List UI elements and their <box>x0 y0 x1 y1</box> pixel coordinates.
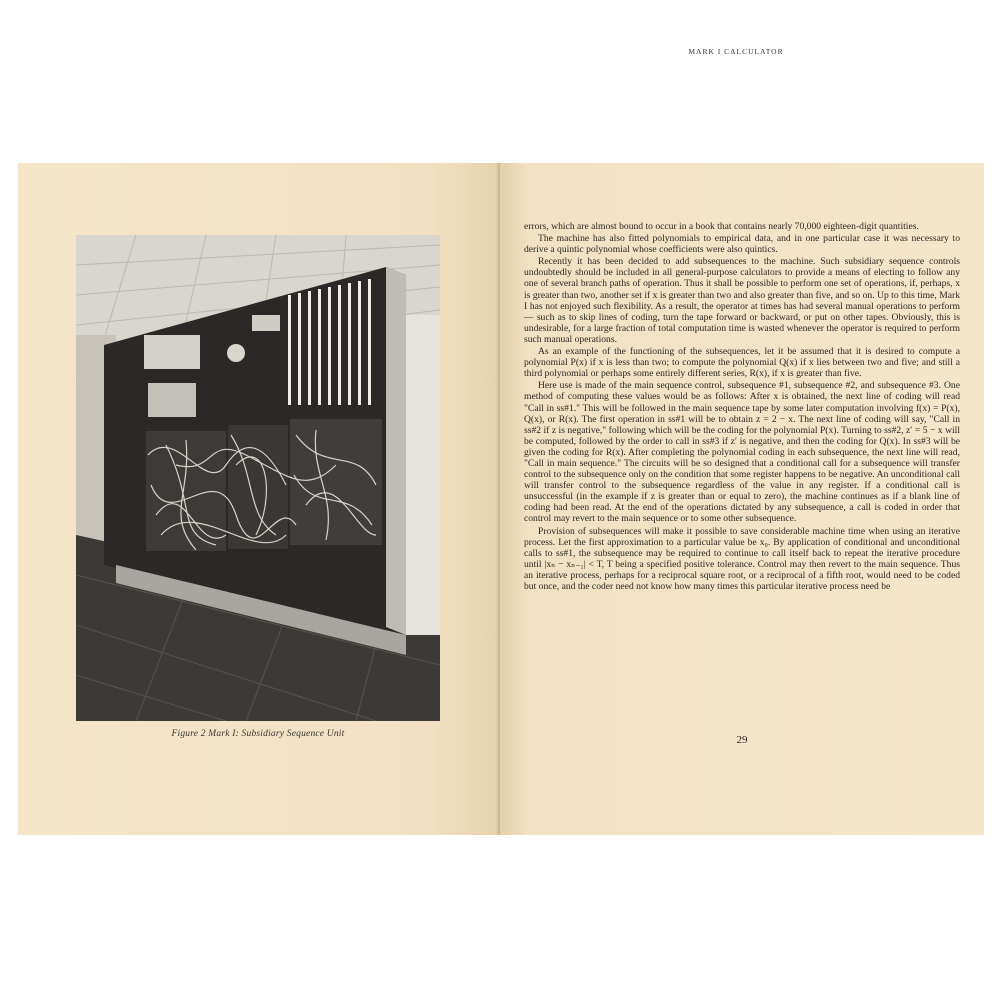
page-number: 29 <box>736 734 748 746</box>
open-book <box>18 163 984 835</box>
machine-photo-illustration <box>76 235 440 721</box>
right-page <box>500 163 984 835</box>
body-text <box>524 221 960 593</box>
paragraph: As an example of the functioning of the subsequences, let it be assumed that it is desired to compute a polynomial P(x) if x is less than two; to compute the polynomial Q(x) if x lies between two and five; and still a third polynomial or perhaps some entirely different series, R(x), if x is greater than five. <box>524 346 960 380</box>
paragraph: Provision of subsequences will make it possible to save considerable machine time when using an iterative process. Let the first approximation to a particular value be x₀. By application of conditional and unconditional calls to ss#1, the subsequence may be required to continue to call itself back to repeat the iterative procedure until |xₙ − xₙ₋₁| < T, T being a specified positive tolerance. Control may then revert to the main sequence. Thus an iterative process, perhaps for a reciprocal square root, or a reciprocal of a fifth root, would need to be coded but once, and the coder need not know how many times this particular iterative process need be <box>524 525 960 592</box>
figure-caption: Figure 2 Mark I: Subsidiary Sequence Unit <box>171 729 345 739</box>
paragraph: Here use is made of the main sequence control, subsequence #1, subsequence #2, and subsequence #3. One method of computing these values would be as follows: After x is obtained, the next line of coding will read "Call in ss#1." This will be followed in the main sequence tape by some later computation involving f(x) = P(x), Q(x), or R(x). The first operation in ss#1 will be to obtain z = 2 − x. The next line of coding will say, "Call in ss#2 if z is negative," following which will be the coding for the polynomial P(x). Turning to ss#2, z′ = 5 − x will be computed, followed by the order to call in ss#3 if z′ is negative, and then the coding for Q(x). In ss#3 will be given the coding for R(x). After completing the polynomial coding in each subsequence, the next line will read, "Call in main sequence." The circuits will be so designed that a conditional call for a subsequence will transfer control to the subsequence only on the condition that some register happens to be negative. An unconditional call will transfer control to the subsequence regardless of the value in any register. If a conditional call is unsuccessful (in the example if z is greater than or equal to zero), the machine continues as if a blank line of coding had been read. At the end of the operations dictated by any subsequence, a call is coded in order that control may revert to the main sequence or to some other subsequence. <box>524 380 960 525</box>
paragraph: errors, which are almost bound to occur in a book that contains nearly 70,000 eighteen-digit quantities. <box>524 221 919 232</box>
paragraph: Recently it has been decided to add subsequences to the machine. Such subsidiary sequence controls undoubtedly should be included in all general-purpose calculators to provide a means of electing to follow any one of several branch paths of operation. Thus it shall be possible to perform one set of operations, if, perhaps, x is greater than two, another set if x is greater than two and also greater than five, and so on. Up to this time, Mark I has not enjoyed such flexibility. As a result, the operator at times has had several manual operations to perform — such as to skip lines of coding, turn the tape forward or backward, or put on other tapes. Obviously, this is undesirable, for a large fraction of total computation time is wasted whenever the operator is required to perform such manual operations. <box>524 256 960 345</box>
left-page <box>18 163 500 835</box>
running-head: MARK I CALCULATOR <box>688 47 784 56</box>
paragraph: The machine has also fitted polynomials to empirical data, and in one particular case it was necessary to derive a quintic polynomial whose coefficients were also quintics. <box>524 233 960 256</box>
figure-photo-mark-i-subsidiary-sequence-unit <box>76 235 440 721</box>
